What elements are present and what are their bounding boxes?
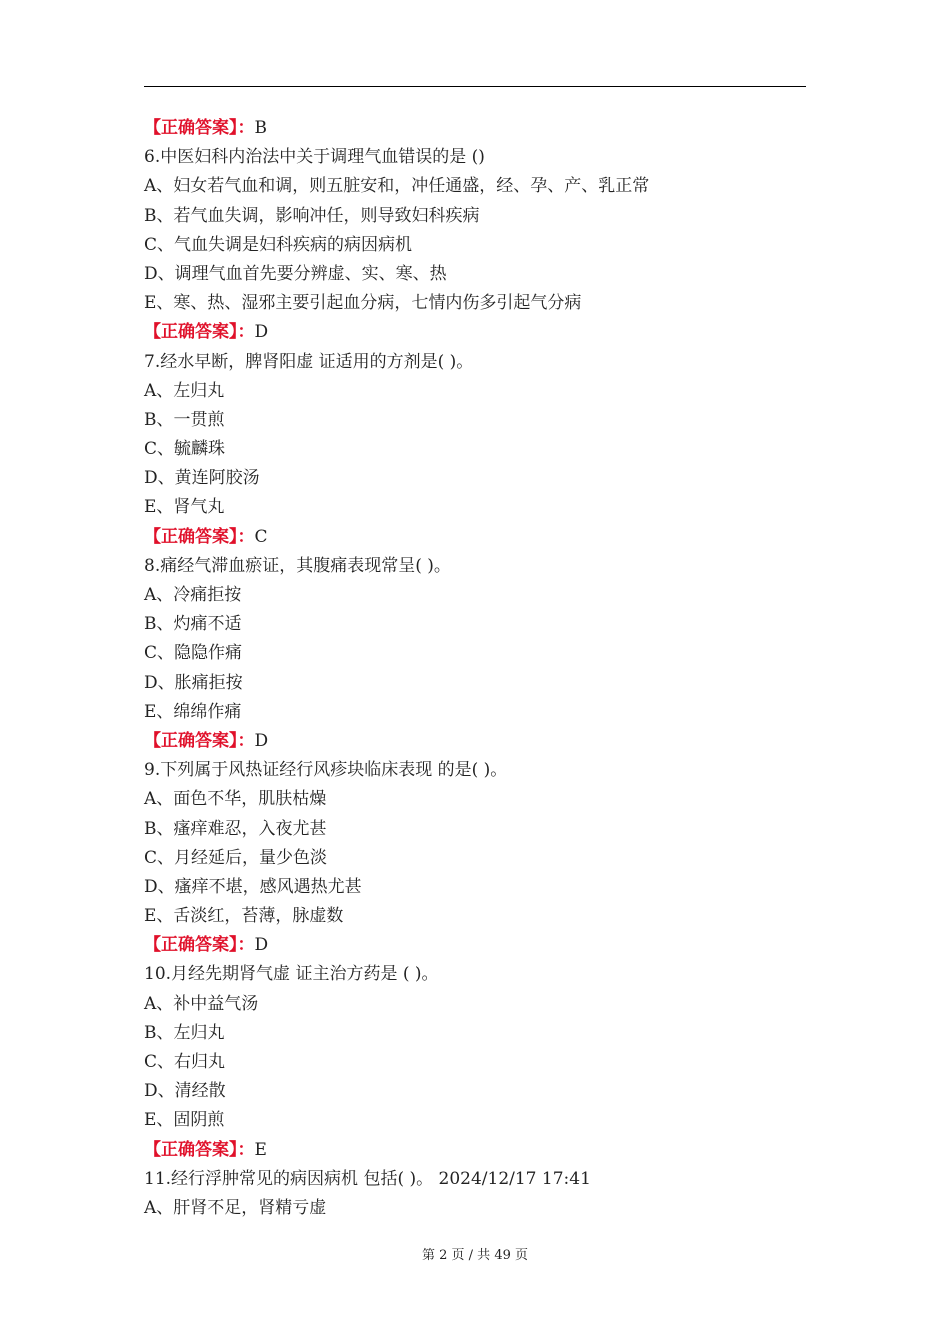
page-footer: 第 2 页 / 共 49 页 [422, 1248, 528, 1263]
option-line: E、肾气丸 [144, 497, 225, 518]
question-stem: 8.痛经气滞血瘀证，其腹痛表现常呈( )。 [144, 555, 451, 576]
answer-label: 【正确答案】： [144, 935, 255, 956]
answer-label: 【正确答案】： [144, 118, 255, 138]
option-line: C、毓麟珠 [144, 439, 226, 460]
answer-label: 【正确答案】： [144, 1139, 255, 1160]
option-line: A、肝肾不足，肾精亏虚 [144, 1197, 327, 1218]
answer-line [144, 931, 824, 960]
question-block [144, 143, 824, 347]
option-line: C、月经延后，量少色淡 [144, 847, 328, 868]
question-block [144, 756, 824, 960]
option-line: B、若气血失调，影响冲任，则导致妇科疾病 [144, 205, 480, 226]
option-line: A、冷痛拒按 [144, 585, 242, 605]
answer-label: 【正确答案】： [144, 526, 255, 547]
option-line: E、舌淡红，苔薄，脉虚数 [144, 906, 344, 927]
option-line: E、绵绵作痛 [144, 701, 242, 722]
question-list [144, 143, 824, 1223]
document-body [144, 114, 824, 1223]
answer-line [144, 318, 824, 347]
question-block [144, 552, 824, 756]
option-line: C、右归丸 [144, 1052, 226, 1072]
option-line: D、清经散 [144, 1081, 226, 1102]
answer-line [144, 727, 824, 756]
option-line: A、左归丸 [144, 380, 225, 401]
option-line: D、瘙痒不堪，感风遇热尤甚 [144, 876, 362, 897]
question-block [144, 960, 824, 1164]
option-line: D、调理气血首先要分辨虚、实、寒、热 [144, 263, 447, 284]
question-block [144, 1165, 824, 1223]
answer-label: 【正确答案】： [144, 322, 255, 343]
option-line: B、左归丸 [144, 1022, 225, 1043]
question-block [144, 348, 824, 552]
answer-line [144, 114, 824, 143]
option-line: C、隐隐作痛 [144, 643, 243, 664]
answer-value: C [254, 526, 268, 547]
option-line: E、寒、热、湿邪主要引起血分病，七情内伤多引起气分病 [144, 293, 582, 314]
answer-value: D [254, 322, 269, 343]
question-stem: 6.中医妇科内治法中关于调理气血错误的是 () [144, 147, 485, 168]
answer-label: 【正确答案】： [144, 730, 255, 751]
option-line: A、面色不华，肌肤枯燥 [144, 789, 327, 810]
answer-value: D [254, 935, 269, 956]
answer-value: B [254, 118, 267, 138]
answer-value: E [254, 1139, 267, 1160]
option-line: C、气血失调是妇科疾病的病因病机 [144, 234, 413, 255]
option-line: D、黄连阿胶汤 [144, 468, 260, 489]
option-line: E、固阴煎 [144, 1110, 225, 1131]
option-line: D、胀痛拒按 [144, 672, 243, 693]
question-stem: 10.月经先期肾气虚 证主治方药是 ( )。 [144, 964, 439, 985]
answer-line [144, 1136, 824, 1165]
answer-line [144, 523, 824, 552]
option-line: B、一贯煎 [144, 409, 225, 430]
question-stem: 7.经水早断，脾肾阳虚 证适用的方剂是( )。 [144, 351, 474, 372]
option-line: B、灼痛不适 [144, 614, 242, 635]
answer-value: D [254, 730, 269, 751]
question-stem: 9.下列属于风热证经行风疹块临床表现 的是( )。 [144, 760, 508, 781]
option-line: B、瘙痒难忍，入夜尤甚 [144, 818, 327, 839]
option-line: A、妇女若气血和调，则五脏安和，冲任通盛，经、孕、产、乳正常 [144, 176, 650, 197]
question-stem: 11.经行浮肿常见的病因病机 包括( )。 2024/12/17 17:41 [144, 1168, 591, 1189]
header-rule [144, 86, 806, 87]
option-line: A、补中益气汤 [144, 993, 259, 1014]
